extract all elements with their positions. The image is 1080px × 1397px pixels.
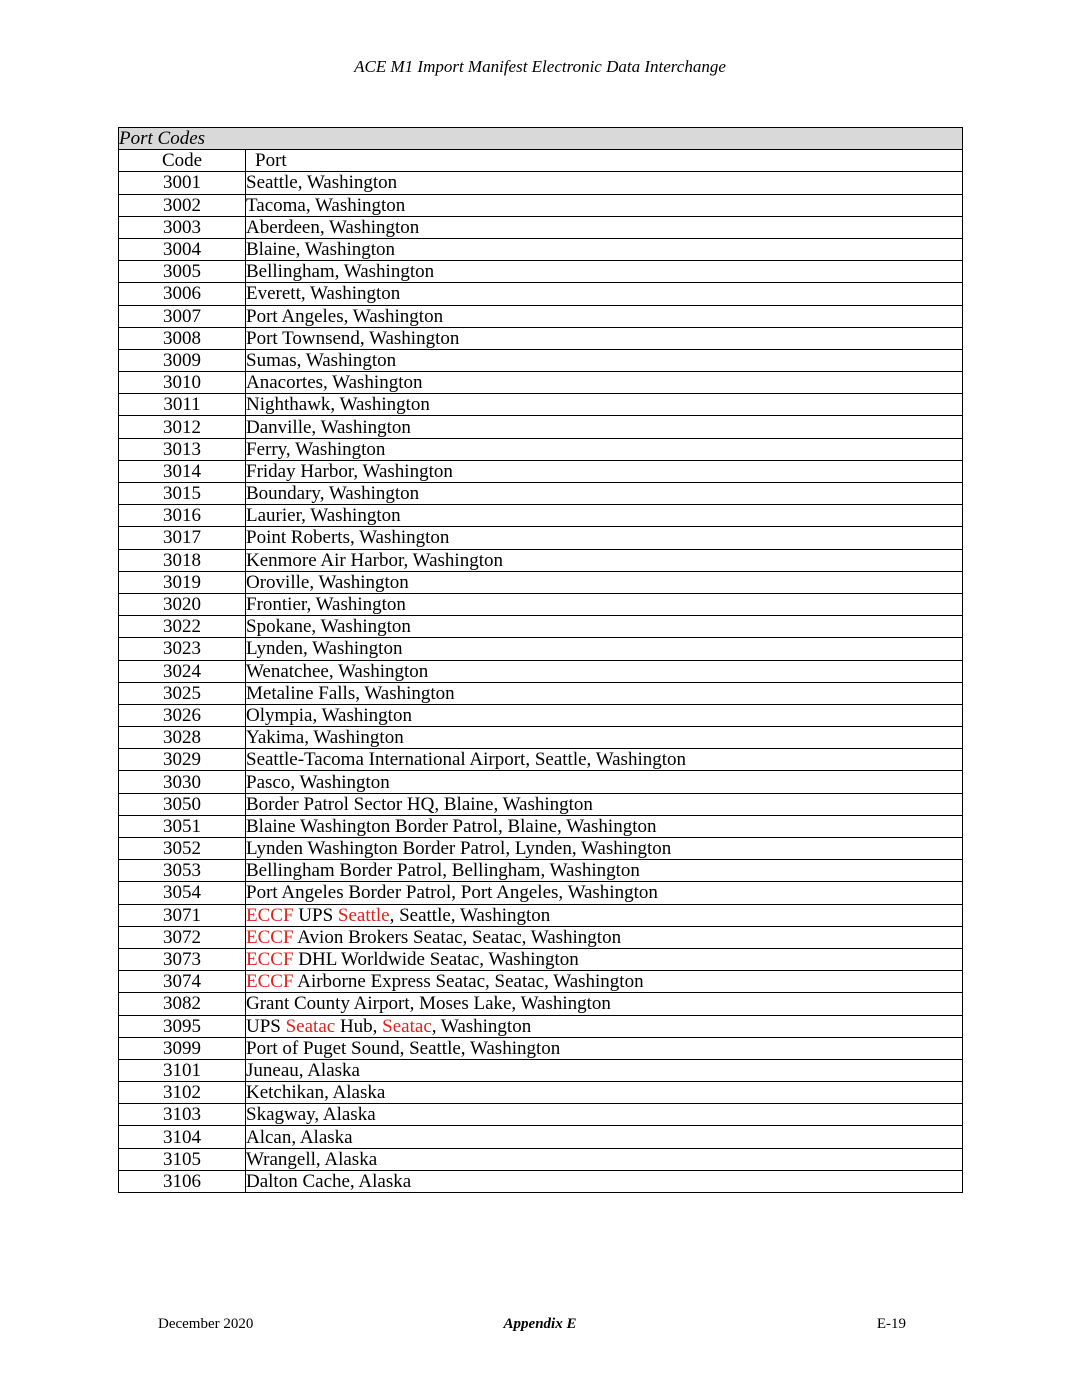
port-name-text: Oroville, Washington — [246, 571, 409, 593]
table-title: Port Codes — [119, 128, 963, 150]
port-code-cell: 3052 — [119, 838, 246, 860]
port-name-text: Boundary, Washington — [246, 483, 420, 505]
table-row — [119, 771, 963, 793]
table-row — [119, 416, 963, 438]
port-name-text: Port Townsend, Washington — [246, 327, 460, 349]
port-code-cell: 3101 — [119, 1059, 246, 1081]
port-name-cell — [246, 216, 963, 238]
port-code-cell: 3099 — [119, 1037, 246, 1059]
port-name-cell — [246, 549, 963, 571]
port-name-text: Seattle, Washington — [246, 172, 398, 194]
highlighted-text: ECCF — [246, 926, 294, 948]
table-row — [119, 372, 963, 394]
table-title-row — [119, 128, 963, 150]
port-name-text: Danville, Washington — [246, 416, 411, 438]
port-code-cell: 3020 — [119, 593, 246, 615]
table-row — [119, 882, 963, 904]
port-name-cell — [246, 349, 963, 371]
port-code-cell: 3007 — [119, 305, 246, 327]
highlighted-text: ECCF — [246, 949, 294, 971]
port-code-cell: 3030 — [119, 771, 246, 793]
port-name-text: Blaine Washington Border Patrol, Blaine, Washington — [246, 815, 657, 837]
port-name-text: Juneau, Alaska — [246, 1059, 360, 1081]
port-name-cell — [246, 438, 963, 460]
port-name-cell — [246, 1015, 963, 1037]
table-row — [119, 904, 963, 926]
port-name-cell — [246, 993, 963, 1015]
highlighted-text: Seattle — [337, 904, 390, 926]
highlighted-text: ECCF — [246, 971, 294, 993]
table-row — [119, 727, 963, 749]
port-name-cell — [246, 704, 963, 726]
port-name-text: Frontier, Washington — [246, 594, 406, 616]
port-code-cell: 3008 — [119, 327, 246, 349]
port-name-text: Ferry, Washington — [246, 438, 386, 460]
port-name-cell — [246, 483, 963, 505]
port-name-cell — [246, 948, 963, 970]
port-name-cell — [246, 416, 963, 438]
port-name-cell — [246, 305, 963, 327]
code-column-header: Code — [119, 150, 246, 172]
port-name-cell — [246, 749, 963, 771]
port-code-cell: 3024 — [119, 660, 246, 682]
port-name-cell — [246, 571, 963, 593]
table-row — [119, 1148, 963, 1170]
port-name-cell — [246, 172, 963, 194]
port-name-cell — [246, 505, 963, 527]
port-code-cell: 3106 — [119, 1170, 246, 1192]
table-row — [119, 704, 963, 726]
table-row — [119, 660, 963, 682]
table-row — [119, 926, 963, 948]
port-name-text: Tacoma, Washington — [246, 194, 406, 216]
port-name-text: Aberdeen, Washington — [246, 216, 420, 238]
port-name-cell — [246, 527, 963, 549]
port-name-text: Bellingham, Washington — [246, 261, 435, 283]
port-name-text: Everett, Washington — [246, 283, 401, 305]
table-row — [119, 505, 963, 527]
table-row — [119, 216, 963, 238]
table-row — [119, 616, 963, 638]
table-row — [119, 305, 963, 327]
table-row — [119, 549, 963, 571]
port-name-text: Border Patrol Sector HQ, Blaine, Washington — [246, 793, 593, 815]
port-code-cell: 3105 — [119, 1148, 246, 1170]
port-code-cell: 3017 — [119, 527, 246, 549]
port-code-cell: 3006 — [119, 283, 246, 305]
port-code-cell: 3053 — [119, 860, 246, 882]
footer-section: Appendix E — [503, 1316, 577, 1332]
port-code-cell: 3050 — [119, 793, 246, 815]
table-row — [119, 1170, 963, 1192]
port-name-text: UPS — [293, 904, 338, 926]
port-name-text: Laurier, Washington — [246, 505, 401, 527]
port-name-cell — [246, 261, 963, 283]
port-name-cell — [246, 727, 963, 749]
port-name-text: Port Angeles Border Patrol, Port Angeles, Washington — [246, 882, 658, 904]
port-code-cell: 3018 — [119, 549, 246, 571]
table-row — [119, 838, 963, 860]
port-code-cell: 3074 — [119, 971, 246, 993]
port-name-text: Metaline Falls, Washington — [246, 682, 455, 704]
port-name-text: Port Angeles, Washington — [246, 305, 444, 327]
port-name-text: Olympia, Washington — [246, 704, 412, 726]
port-code-cell: 3015 — [119, 483, 246, 505]
port-name-text: Blaine, Washington — [246, 239, 396, 261]
port-code-cell: 3004 — [119, 238, 246, 260]
table-row — [119, 593, 963, 615]
port-name-cell — [246, 904, 963, 926]
port-code-cell: 3054 — [119, 882, 246, 904]
table-row — [119, 349, 963, 371]
port-name-cell — [246, 194, 963, 216]
port-code-cell: 3103 — [119, 1104, 246, 1126]
port-name-cell — [246, 838, 963, 860]
port-name-text: , Seattle, Washington — [389, 904, 551, 926]
table-row — [119, 438, 963, 460]
port-name-text: Avion Brokers Seatac, Seatac, Washington — [293, 926, 622, 948]
port-name-cell — [246, 882, 963, 904]
table-row — [119, 172, 963, 194]
table-row — [119, 682, 963, 704]
table-row — [119, 1082, 963, 1104]
port-code-cell: 3028 — [119, 727, 246, 749]
port-code-cell: 3001 — [119, 172, 246, 194]
port-name-cell — [246, 283, 963, 305]
port-name-text: Pasco, Washington — [246, 771, 390, 793]
port-name-text: Dalton Cache, Alaska — [246, 1170, 412, 1192]
table-row — [119, 793, 963, 815]
port-code-cell: 3051 — [119, 815, 246, 837]
port-name-cell — [246, 771, 963, 793]
port-name-text: , Washington — [431, 1015, 532, 1037]
port-name-cell — [246, 682, 963, 704]
port-code-cell: 3025 — [119, 682, 246, 704]
table-body — [119, 172, 963, 1193]
port-name-text: Nighthawk, Washington — [246, 394, 430, 416]
port-name-text: Skagway, Alaska — [246, 1104, 376, 1126]
port-name-text: Seattle-Tacoma International Airport, Seattle, Washington — [246, 749, 686, 771]
table-row — [119, 261, 963, 283]
port-name-text: UPS — [246, 1015, 286, 1037]
footer-date: December 2020 — [158, 1316, 254, 1332]
port-code-cell: 3002 — [119, 194, 246, 216]
table-row — [119, 460, 963, 482]
port-name-text: Ketchikan, Alaska — [246, 1082, 386, 1104]
port-name-cell — [246, 372, 963, 394]
port-code-cell: 3026 — [119, 704, 246, 726]
table-row — [119, 860, 963, 882]
table-row — [119, 1104, 963, 1126]
table-row — [119, 993, 963, 1015]
document-header: ACE M1 Import Manifest Electronic Data Interchange — [354, 57, 726, 76]
port-name-text: Hub, — [335, 1015, 383, 1037]
port-name-text: Yakima, Washington — [246, 727, 404, 749]
port-code-cell: 3073 — [119, 948, 246, 970]
highlighted-text: Seatac — [382, 1015, 432, 1037]
port-code-cell: 3102 — [119, 1082, 246, 1104]
port-code-cell: 3009 — [119, 349, 246, 371]
port-code-cell: 3013 — [119, 438, 246, 460]
port-name-cell — [246, 327, 963, 349]
port-name-text: Spokane, Washington — [246, 616, 411, 638]
port-name-cell — [246, 815, 963, 837]
port-name-cell — [246, 971, 963, 993]
port-name-cell — [246, 793, 963, 815]
port-code-cell: 3095 — [119, 1015, 246, 1037]
port-name-text: DHL Worldwide Seatac, Washington — [293, 949, 579, 971]
port-code-cell: 3029 — [119, 749, 246, 771]
table-row — [119, 1126, 963, 1148]
port-name-text: Friday Harbor, Washington — [246, 460, 453, 482]
highlighted-text: Seatac — [285, 1015, 336, 1037]
port-name-cell — [246, 238, 963, 260]
table-row — [119, 1059, 963, 1081]
table-row — [119, 1015, 963, 1037]
port-name-cell — [246, 593, 963, 615]
port-name-cell — [246, 638, 963, 660]
port-name-text: Bellingham Border Patrol, Bellingham, Washington — [246, 860, 640, 882]
table-row — [119, 483, 963, 505]
table-row — [119, 1037, 963, 1059]
port-codes-table — [118, 127, 963, 1193]
port-name-cell — [246, 394, 963, 416]
port-name-text: Lynden, Washington — [246, 638, 403, 660]
port-name-text: Wrangell, Alaska — [246, 1148, 378, 1170]
table-row — [119, 394, 963, 416]
table-row — [119, 283, 963, 305]
table-row — [119, 749, 963, 771]
port-code-cell: 3003 — [119, 216, 246, 238]
port-name-cell — [246, 1148, 963, 1170]
highlighted-text: ECCF — [246, 904, 294, 926]
port-name-cell — [246, 1059, 963, 1081]
port-name-text: Point Roberts, Washington — [246, 527, 450, 549]
port-name-cell — [246, 1126, 963, 1148]
port-code-cell: 3012 — [119, 416, 246, 438]
port-code-cell: 3019 — [119, 571, 246, 593]
port-name-cell — [246, 926, 963, 948]
table-row — [119, 948, 963, 970]
port-code-cell: 3022 — [119, 616, 246, 638]
port-name-text: Wenatchee, Washington — [246, 660, 429, 682]
port-name-cell — [246, 1170, 963, 1192]
port-name-cell — [246, 616, 963, 638]
table-row — [119, 327, 963, 349]
port-code-cell: 3104 — [119, 1126, 246, 1148]
port-name-text: Alcan, Alaska — [246, 1126, 353, 1148]
port-code-cell: 3072 — [119, 926, 246, 948]
port-code-cell: 3005 — [119, 261, 246, 283]
port-name-cell — [246, 1104, 963, 1126]
port-name-text: Kenmore Air Harbor, Washington — [246, 549, 503, 571]
table-row — [119, 815, 963, 837]
table-row — [119, 971, 963, 993]
port-code-cell: 3011 — [119, 394, 246, 416]
port-name-cell — [246, 460, 963, 482]
port-code-cell: 3016 — [119, 505, 246, 527]
port-name-text: Lynden Washington Border Patrol, Lynden, Washington — [246, 838, 672, 860]
port-name-cell — [246, 660, 963, 682]
port-name-cell — [246, 1082, 963, 1104]
port-code-cell: 3014 — [119, 460, 246, 482]
port-name-text: Grant County Airport, Moses Lake, Washington — [246, 993, 611, 1015]
port-name-cell — [246, 860, 963, 882]
table-row — [119, 194, 963, 216]
port-name-cell — [246, 1037, 963, 1059]
table-row — [119, 238, 963, 260]
port-code-cell: 3082 — [119, 993, 246, 1015]
port-code-cell: 3010 — [119, 372, 246, 394]
port-name-text: Airborne Express Seatac, Seatac, Washington — [293, 971, 644, 993]
port-column-header: Port — [246, 150, 963, 172]
table-row — [119, 571, 963, 593]
table-row — [119, 527, 963, 549]
table-row — [119, 638, 963, 660]
port-code-cell: 3023 — [119, 638, 246, 660]
port-name-text: Anacortes, Washington — [246, 372, 423, 394]
footer-page-number: E-19 — [876, 1316, 906, 1332]
column-header-row — [119, 150, 963, 172]
port-name-text: Sumas, Washington — [246, 349, 397, 371]
port-name-text: Port of Puget Sound, Seattle, Washington — [246, 1037, 561, 1059]
port-code-cell: 3071 — [119, 904, 246, 926]
